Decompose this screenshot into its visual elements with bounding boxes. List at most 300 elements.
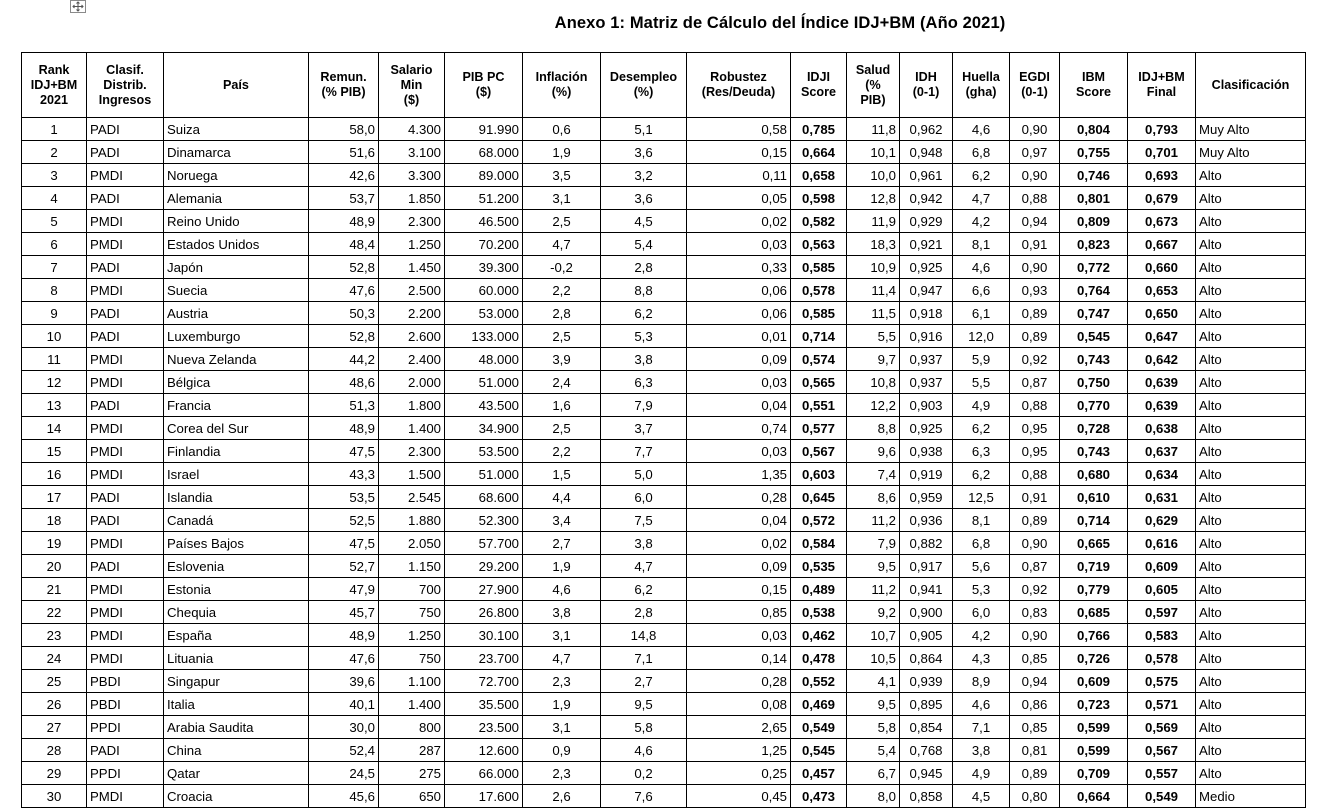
cell-min-wage: 2.200	[379, 302, 445, 325]
cell-idji-score: 0,572	[791, 509, 847, 532]
table-row	[22, 601, 1306, 624]
cell-footprint: 6,8	[953, 532, 1010, 555]
cell-health: 10,0	[847, 164, 900, 187]
cell-min-wage: 750	[379, 647, 445, 670]
cell-inflation: 3,5	[523, 164, 601, 187]
cell-min-wage: 1.100	[379, 670, 445, 693]
cell-idjbm-final: 0,634	[1128, 463, 1196, 486]
column-header-rank: Rank IDJ+BM 2021	[22, 53, 87, 118]
cell-rank: 26	[22, 693, 87, 716]
cell-health: 12,2	[847, 394, 900, 417]
cell-unemployment: 2,7	[601, 670, 687, 693]
cell-ibm-score: 0,747	[1060, 302, 1128, 325]
cell-egdi: 0,87	[1010, 371, 1060, 394]
cell-robustness: 0,05	[687, 187, 791, 210]
column-header-egdi: EGDI (0-1)	[1010, 53, 1060, 118]
cell-idji-score: 0,785	[791, 118, 847, 141]
cell-rank: 15	[22, 440, 87, 463]
cell-robustness: 0,09	[687, 348, 791, 371]
cell-country: Islandia	[164, 486, 309, 509]
cell-health: 8,6	[847, 486, 900, 509]
cell-gdp-per-capita: 43.500	[445, 394, 523, 417]
cell-footprint: 6,2	[953, 417, 1010, 440]
cell-health: 5,4	[847, 739, 900, 762]
table-row	[22, 739, 1306, 762]
cell-remuneration: 45,7	[309, 601, 379, 624]
cell-health: 11,8	[847, 118, 900, 141]
cell-unemployment: 3,6	[601, 141, 687, 164]
cell-remuneration: 47,5	[309, 440, 379, 463]
cell-robustness: 0,06	[687, 279, 791, 302]
cell-robustness: 0,04	[687, 509, 791, 532]
cell-idji-score: 0,469	[791, 693, 847, 716]
cell-idjbm-final: 0,575	[1128, 670, 1196, 693]
cell-gdp-per-capita: 27.900	[445, 578, 523, 601]
cell-gdp-per-capita: 51.200	[445, 187, 523, 210]
cell-classification: Muy Alto	[1196, 118, 1306, 141]
cell-remuneration: 53,5	[309, 486, 379, 509]
cell-ibm-score: 0,719	[1060, 555, 1128, 578]
cell-idji-score: 0,489	[791, 578, 847, 601]
cell-remuneration: 47,5	[309, 532, 379, 555]
cell-min-wage: 2.050	[379, 532, 445, 555]
cell-gdp-per-capita: 70.200	[445, 233, 523, 256]
cell-egdi: 0,85	[1010, 716, 1060, 739]
cell-idjbm-final: 0,793	[1128, 118, 1196, 141]
cell-min-wage: 2.600	[379, 325, 445, 348]
cell-inflation: 3,1	[523, 187, 601, 210]
cell-idjbm-final: 0,557	[1128, 762, 1196, 785]
table-row	[22, 394, 1306, 417]
column-header-robustness: Robustez (Res/Deuda)	[687, 53, 791, 118]
cell-health: 9,5	[847, 693, 900, 716]
cell-inflation: 2,8	[523, 302, 601, 325]
cell-classification: Muy Alto	[1196, 141, 1306, 164]
cell-remuneration: 52,8	[309, 325, 379, 348]
table-row	[22, 693, 1306, 716]
cell-min-wage: 2.400	[379, 348, 445, 371]
cell-country: Reino Unido	[164, 210, 309, 233]
cell-rank: 9	[22, 302, 87, 325]
table-row	[22, 187, 1306, 210]
cell-rank: 19	[22, 532, 87, 555]
cell-idji-score: 0,478	[791, 647, 847, 670]
cell-min-wage: 2.000	[379, 371, 445, 394]
cell-rank: 17	[22, 486, 87, 509]
cell-footprint: 4,2	[953, 624, 1010, 647]
cell-unemployment: 14,8	[601, 624, 687, 647]
cell-gdp-per-capita: 68.600	[445, 486, 523, 509]
table-row	[22, 302, 1306, 325]
cell-ibm-score: 0,772	[1060, 256, 1128, 279]
cell-classification: Alto	[1196, 670, 1306, 693]
cell-hdi: 0,939	[900, 670, 953, 693]
cell-ibm-score: 0,809	[1060, 210, 1128, 233]
cell-health: 10,5	[847, 647, 900, 670]
table-row	[22, 578, 1306, 601]
cell-country: Canadá	[164, 509, 309, 532]
cell-rank: 14	[22, 417, 87, 440]
cell-hdi: 0,903	[900, 394, 953, 417]
cell-ibm-score: 0,755	[1060, 141, 1128, 164]
cell-unemployment: 3,6	[601, 187, 687, 210]
cell-inflation: 2,3	[523, 762, 601, 785]
cell-gdp-per-capita: 48.000	[445, 348, 523, 371]
cell-income-class: PMDI	[87, 210, 164, 233]
cell-health: 7,9	[847, 532, 900, 555]
cell-remuneration: 43,3	[309, 463, 379, 486]
cell-hdi: 0,937	[900, 348, 953, 371]
cell-remuneration: 52,8	[309, 256, 379, 279]
cell-idjbm-final: 0,639	[1128, 394, 1196, 417]
cell-idjbm-final: 0,667	[1128, 233, 1196, 256]
cell-income-class: PPDI	[87, 762, 164, 785]
cell-rank: 25	[22, 670, 87, 693]
cell-robustness: 0,04	[687, 394, 791, 417]
cell-health: 18,3	[847, 233, 900, 256]
cell-income-class: PMDI	[87, 463, 164, 486]
cell-idji-score: 0,473	[791, 785, 847, 808]
cell-idjbm-final: 0,609	[1128, 555, 1196, 578]
cell-classification: Alto	[1196, 279, 1306, 302]
cell-classification: Alto	[1196, 256, 1306, 279]
cell-inflation: 2,7	[523, 532, 601, 555]
cell-ibm-score: 0,599	[1060, 739, 1128, 762]
cell-ibm-score: 0,610	[1060, 486, 1128, 509]
cell-egdi: 0,94	[1010, 210, 1060, 233]
cell-gdp-per-capita: 91.990	[445, 118, 523, 141]
cell-health: 10,9	[847, 256, 900, 279]
column-header-gdp-per-capita: PIB PC ($)	[445, 53, 523, 118]
cell-min-wage: 1.400	[379, 417, 445, 440]
table-row	[22, 118, 1306, 141]
cell-rank: 30	[22, 785, 87, 808]
cell-classification: Alto	[1196, 555, 1306, 578]
cell-rank: 13	[22, 394, 87, 417]
column-header-footprint: Huella (gha)	[953, 53, 1010, 118]
cell-ibm-score: 0,746	[1060, 164, 1128, 187]
cell-income-class: PMDI	[87, 371, 164, 394]
cell-gdp-per-capita: 53.500	[445, 440, 523, 463]
cell-classification: Alto	[1196, 348, 1306, 371]
column-header-remuneration: Remun. (% PIB)	[309, 53, 379, 118]
cell-rank: 4	[22, 187, 87, 210]
cell-inflation: 4,7	[523, 647, 601, 670]
cell-idjbm-final: 0,597	[1128, 601, 1196, 624]
cell-classification: Alto	[1196, 716, 1306, 739]
cell-idji-score: 0,563	[791, 233, 847, 256]
cell-idjbm-final: 0,549	[1128, 785, 1196, 808]
cell-footprint: 6,8	[953, 141, 1010, 164]
cell-min-wage: 650	[379, 785, 445, 808]
cell-health: 11,4	[847, 279, 900, 302]
cell-hdi: 0,917	[900, 555, 953, 578]
table-body	[22, 118, 1306, 808]
cell-inflation: 1,6	[523, 394, 601, 417]
column-header-health: Salud (% PIB)	[847, 53, 900, 118]
cell-gdp-per-capita: 52.300	[445, 509, 523, 532]
cell-income-class: PMDI	[87, 785, 164, 808]
cell-classification: Alto	[1196, 463, 1306, 486]
cell-income-class: PADI	[87, 118, 164, 141]
cell-income-class: PADI	[87, 256, 164, 279]
cell-egdi: 0,83	[1010, 601, 1060, 624]
move-arrows-icon	[71, 1, 85, 12]
cell-inflation: 0,6	[523, 118, 601, 141]
cell-health: 9,2	[847, 601, 900, 624]
cell-robustness: 0,14	[687, 647, 791, 670]
cell-idji-score: 0,664	[791, 141, 847, 164]
cell-income-class: PMDI	[87, 164, 164, 187]
cell-income-class: PMDI	[87, 440, 164, 463]
cell-gdp-per-capita: 30.100	[445, 624, 523, 647]
cell-country: Suiza	[164, 118, 309, 141]
cell-hdi: 0,937	[900, 371, 953, 394]
cell-classification: Alto	[1196, 164, 1306, 187]
cell-country: Qatar	[164, 762, 309, 785]
cell-country: Croacia	[164, 785, 309, 808]
cell-remuneration: 40,1	[309, 693, 379, 716]
cell-ibm-score: 0,743	[1060, 348, 1128, 371]
cell-egdi: 0,95	[1010, 440, 1060, 463]
cell-footprint: 4,9	[953, 762, 1010, 785]
cell-min-wage: 3.100	[379, 141, 445, 164]
cell-idjbm-final: 0,647	[1128, 325, 1196, 348]
cell-classification: Alto	[1196, 647, 1306, 670]
cell-robustness: 1,35	[687, 463, 791, 486]
cell-health: 11,9	[847, 210, 900, 233]
cell-rank: 28	[22, 739, 87, 762]
cell-egdi: 0,90	[1010, 624, 1060, 647]
cell-robustness: 0,58	[687, 118, 791, 141]
cell-ibm-score: 0,766	[1060, 624, 1128, 647]
cell-min-wage: 1.150	[379, 555, 445, 578]
cell-min-wage: 1.250	[379, 624, 445, 647]
cell-remuneration: 53,7	[309, 187, 379, 210]
cell-rank: 22	[22, 601, 87, 624]
cell-inflation: 1,5	[523, 463, 601, 486]
cell-idjbm-final: 0,616	[1128, 532, 1196, 555]
column-header-idjbm-final: IDJ+BM Final	[1128, 53, 1196, 118]
cell-classification: Alto	[1196, 325, 1306, 348]
cell-gdp-per-capita: 68.000	[445, 141, 523, 164]
table-row	[22, 348, 1306, 371]
cell-unemployment: 3,7	[601, 417, 687, 440]
cell-rank: 3	[22, 164, 87, 187]
cell-classification: Alto	[1196, 394, 1306, 417]
cell-ibm-score: 0,770	[1060, 394, 1128, 417]
cell-income-class: PMDI	[87, 348, 164, 371]
cell-inflation: -0,2	[523, 256, 601, 279]
cell-rank: 7	[22, 256, 87, 279]
cell-hdi: 0,925	[900, 256, 953, 279]
cell-inflation: 1,9	[523, 693, 601, 716]
cell-ibm-score: 0,779	[1060, 578, 1128, 601]
cell-idji-score: 0,462	[791, 624, 847, 647]
cell-hdi: 0,921	[900, 233, 953, 256]
cell-robustness: 0,03	[687, 233, 791, 256]
cell-country: Suecia	[164, 279, 309, 302]
cell-inflation: 4,6	[523, 578, 601, 601]
cell-classification: Alto	[1196, 624, 1306, 647]
cell-classification: Alto	[1196, 210, 1306, 233]
cell-hdi: 0,895	[900, 693, 953, 716]
cell-footprint: 4,5	[953, 785, 1010, 808]
cell-hdi: 0,947	[900, 279, 953, 302]
cell-hdi: 0,919	[900, 463, 953, 486]
cell-remuneration: 48,9	[309, 417, 379, 440]
cell-unemployment: 6,0	[601, 486, 687, 509]
table-row	[22, 141, 1306, 164]
cell-ibm-score: 0,804	[1060, 118, 1128, 141]
cell-egdi: 0,90	[1010, 256, 1060, 279]
cell-idjbm-final: 0,660	[1128, 256, 1196, 279]
cell-hdi: 0,905	[900, 624, 953, 647]
table-row	[22, 210, 1306, 233]
cell-egdi: 0,88	[1010, 187, 1060, 210]
cell-remuneration: 51,3	[309, 394, 379, 417]
cell-idji-score: 0,714	[791, 325, 847, 348]
cell-remuneration: 42,6	[309, 164, 379, 187]
column-header-idji-score: IDJI Score	[791, 53, 847, 118]
cell-remuneration: 50,3	[309, 302, 379, 325]
cell-inflation: 2,5	[523, 210, 601, 233]
column-header-country: País	[164, 53, 309, 118]
table-row	[22, 785, 1306, 808]
cell-health: 11,5	[847, 302, 900, 325]
cell-min-wage: 1.400	[379, 693, 445, 716]
cell-country: Dinamarca	[164, 141, 309, 164]
cell-income-class: PADI	[87, 187, 164, 210]
table-row	[22, 670, 1306, 693]
cell-egdi: 0,92	[1010, 578, 1060, 601]
cell-min-wage: 1.500	[379, 463, 445, 486]
cell-gdp-per-capita: 35.500	[445, 693, 523, 716]
cell-inflation: 1,9	[523, 141, 601, 164]
cell-egdi: 0,95	[1010, 417, 1060, 440]
cell-gdp-per-capita: 60.000	[445, 279, 523, 302]
cell-classification: Alto	[1196, 578, 1306, 601]
cell-idji-score: 0,585	[791, 256, 847, 279]
cell-hdi: 0,945	[900, 762, 953, 785]
cell-country: Japón	[164, 256, 309, 279]
cell-footprint: 8,9	[953, 670, 1010, 693]
cell-ibm-score: 0,680	[1060, 463, 1128, 486]
cell-rank: 23	[22, 624, 87, 647]
cell-income-class: PMDI	[87, 578, 164, 601]
cell-idjbm-final: 0,693	[1128, 164, 1196, 187]
cell-rank: 18	[22, 509, 87, 532]
cell-idji-score: 0,578	[791, 279, 847, 302]
cell-min-wage: 1.450	[379, 256, 445, 279]
cell-hdi: 0,961	[900, 164, 953, 187]
table-move-handle[interactable]	[70, 0, 86, 13]
cell-min-wage: 275	[379, 762, 445, 785]
cell-ibm-score: 0,764	[1060, 279, 1128, 302]
cell-footprint: 4,7	[953, 187, 1010, 210]
cell-idjbm-final: 0,583	[1128, 624, 1196, 647]
table-row	[22, 164, 1306, 187]
cell-classification: Alto	[1196, 762, 1306, 785]
cell-robustness: 0,02	[687, 210, 791, 233]
cell-remuneration: 24,5	[309, 762, 379, 785]
cell-hdi: 0,948	[900, 141, 953, 164]
cell-footprint: 4,6	[953, 118, 1010, 141]
cell-egdi: 0,97	[1010, 141, 1060, 164]
cell-rank: 11	[22, 348, 87, 371]
cell-min-wage: 1.250	[379, 233, 445, 256]
cell-unemployment: 7,7	[601, 440, 687, 463]
cell-rank: 20	[22, 555, 87, 578]
cell-unemployment: 5,8	[601, 716, 687, 739]
cell-inflation: 2,2	[523, 440, 601, 463]
cell-footprint: 4,3	[953, 647, 1010, 670]
cell-hdi: 0,854	[900, 716, 953, 739]
cell-country: Luxemburgo	[164, 325, 309, 348]
cell-idjbm-final: 0,567	[1128, 739, 1196, 762]
cell-remuneration: 39,6	[309, 670, 379, 693]
cell-classification: Alto	[1196, 601, 1306, 624]
table-row	[22, 233, 1306, 256]
cell-idjbm-final: 0,642	[1128, 348, 1196, 371]
cell-unemployment: 2,8	[601, 256, 687, 279]
cell-gdp-per-capita: 53.000	[445, 302, 523, 325]
cell-health: 7,4	[847, 463, 900, 486]
cell-footprint: 4,9	[953, 394, 1010, 417]
table-row	[22, 417, 1306, 440]
cell-footprint: 12,0	[953, 325, 1010, 348]
cell-country: Singapur	[164, 670, 309, 693]
cell-remuneration: 58,0	[309, 118, 379, 141]
cell-unemployment: 6,3	[601, 371, 687, 394]
column-header-unemployment: Desempleo (%)	[601, 53, 687, 118]
cell-idji-score: 0,551	[791, 394, 847, 417]
cell-hdi: 0,929	[900, 210, 953, 233]
cell-inflation: 2,3	[523, 670, 601, 693]
cell-inflation: 3,4	[523, 509, 601, 532]
cell-income-class: PMDI	[87, 624, 164, 647]
table-row	[22, 647, 1306, 670]
cell-robustness: 0,06	[687, 302, 791, 325]
cell-footprint: 3,8	[953, 739, 1010, 762]
cell-classification: Alto	[1196, 417, 1306, 440]
cell-remuneration: 48,9	[309, 210, 379, 233]
cell-health: 4,1	[847, 670, 900, 693]
cell-min-wage: 2.300	[379, 210, 445, 233]
cell-ibm-score: 0,743	[1060, 440, 1128, 463]
cell-egdi: 0,88	[1010, 394, 1060, 417]
cell-unemployment: 9,5	[601, 693, 687, 716]
cell-idji-score: 0,585	[791, 302, 847, 325]
cell-remuneration: 48,4	[309, 233, 379, 256]
cell-gdp-per-capita: 46.500	[445, 210, 523, 233]
cell-idjbm-final: 0,679	[1128, 187, 1196, 210]
cell-remuneration: 51,6	[309, 141, 379, 164]
cell-remuneration: 47,9	[309, 578, 379, 601]
cell-robustness: 0,02	[687, 532, 791, 555]
cell-min-wage: 800	[379, 716, 445, 739]
cell-unemployment: 4,5	[601, 210, 687, 233]
table-row	[22, 532, 1306, 555]
cell-inflation: 2,2	[523, 279, 601, 302]
cell-rank: 24	[22, 647, 87, 670]
cell-classification: Medio	[1196, 785, 1306, 808]
cell-min-wage: 2.300	[379, 440, 445, 463]
cell-footprint: 5,5	[953, 371, 1010, 394]
cell-idji-score: 0,567	[791, 440, 847, 463]
cell-idji-score: 0,603	[791, 463, 847, 486]
cell-robustness: 0,03	[687, 624, 791, 647]
